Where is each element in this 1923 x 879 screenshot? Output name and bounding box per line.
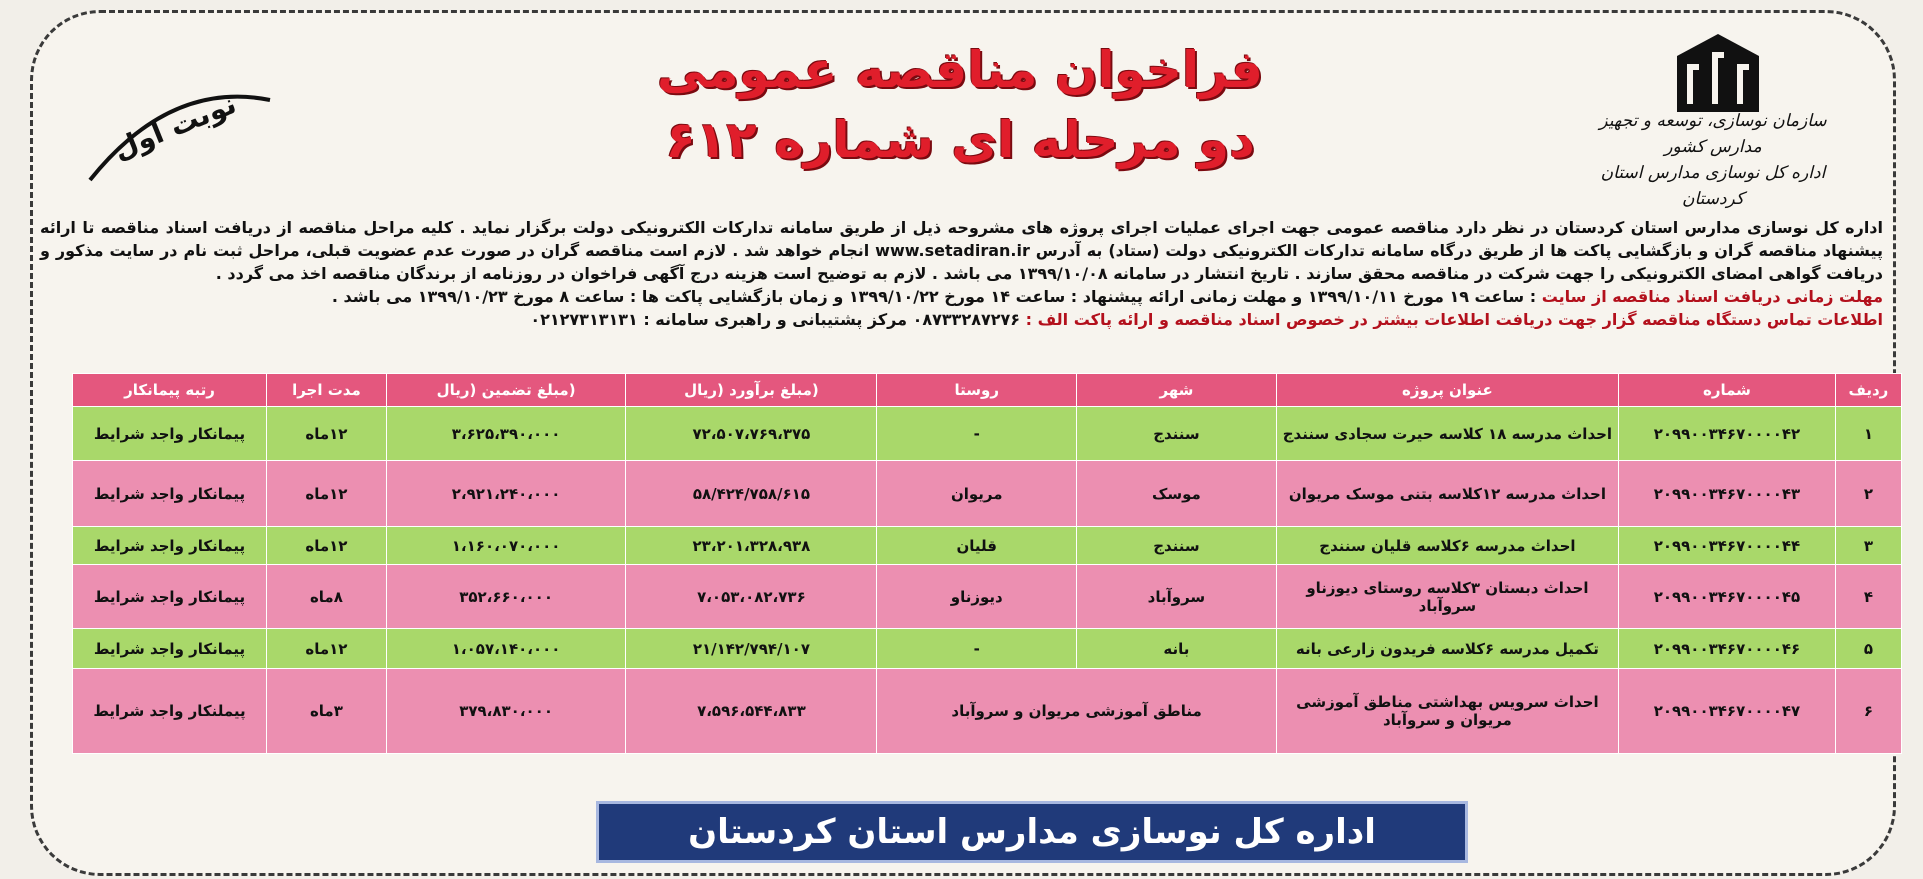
page-title: فراخوان مناقصه عمومی bbox=[656, 41, 1264, 99]
cell-tender-number: ۲۰۹۹۰۰۳۴۶۷۰۰۰۰۴۷ bbox=[1619, 669, 1836, 754]
cell-city: موسک bbox=[1077, 461, 1277, 527]
cell-tender-number: ۲۰۹۹۰۰۳۴۶۷۰۰۰۰۴۳ bbox=[1619, 461, 1836, 527]
cell-city: مناطق آموزشی مریوان و سروآباد bbox=[877, 669, 1276, 754]
cell-guarantee-amount: ۳۵۲،۶۶۰،۰۰۰ bbox=[386, 565, 626, 629]
cell-project-title: احداث سرویس بهداشتی مناطق آموزشی مریوان و سروآباد bbox=[1276, 669, 1618, 754]
cell-contractor-grade: پیمانکار واجد شرایط bbox=[73, 527, 267, 565]
cell-village: مریوان bbox=[877, 461, 1077, 527]
announcement-text bbox=[40, 216, 1883, 331]
cell-duration: ۱۲ماه bbox=[267, 527, 387, 565]
cell-guarantee-amount: ۱،۱۶۰،۰۷۰،۰۰۰ bbox=[386, 527, 626, 565]
page-subtitle: دو مرحله ای شماره ۶۱۲ bbox=[665, 111, 1255, 169]
deadline-text: : ساعت ۱۹ مورخ ۱۳۹۹/۱۰/۱۱ و مهلت زمانی ارائه پیشنهاد : ساعت ۱۴ مورخ ۱۳۹۹/۱۰/۲۲ و زمان بازگشایی پاکت ها : ساعت ۸ مورخ ۱۳۹۹/۱۰/۲۳ می باشد . bbox=[331, 287, 1537, 306]
cell-tender-number: ۲۰۹۹۰۰۳۴۶۷۰۰۰۰۴۵ bbox=[1619, 565, 1836, 629]
contact-label: اطلاعات تماس دستگاه مناقصه گزار جهت دریافت اطلاعات بیشتر در خصوص اسناد مناقصه و ارائه پاکت الف : bbox=[1025, 310, 1883, 329]
table-row bbox=[73, 461, 1902, 527]
cell-tender-number: ۲۰۹۹۰۰۳۴۶۷۰۰۰۰۴۴ bbox=[1619, 527, 1836, 565]
cell-estimated-amount: ۲۱/۱۴۲/۷۹۴/۱۰۷ bbox=[626, 629, 877, 669]
cell-contractor-grade: پیمانکار واجد شرایط bbox=[73, 407, 267, 461]
cell-duration: ۱۲ماه bbox=[267, 629, 387, 669]
org-line-1: سازمان نوسازی، توسعه و تجهیز مدارس کشور bbox=[1599, 111, 1827, 157]
cell-row-number: ۳ bbox=[1835, 527, 1901, 565]
table-row bbox=[73, 669, 1902, 754]
organization-name bbox=[1598, 108, 1828, 212]
tender-table bbox=[72, 373, 1902, 754]
col-contractor-grade: رتبه پیمانکار bbox=[73, 374, 267, 407]
ministry-logo-icon bbox=[1673, 30, 1763, 116]
cell-village: - bbox=[877, 407, 1077, 461]
cell-project-title: تکمیل مدرسه ۶کلاسه فریدون زارعی بانه bbox=[1276, 629, 1618, 669]
cell-row-number: ۶ bbox=[1835, 669, 1901, 754]
col-estimated-amount: (مبلغ برآورد (ریال bbox=[626, 374, 877, 407]
cell-project-title: احداث مدرسه ۱۸ کلاسه حیرت سجادی سنندج bbox=[1276, 407, 1618, 461]
cell-duration: ۱۲ماه bbox=[267, 461, 387, 527]
footer-banner: اداره کل نوسازی مدارس استان کردستان bbox=[596, 801, 1468, 863]
col-row-number: ردیف bbox=[1835, 374, 1901, 407]
cell-guarantee-amount: ۲،۹۲۱،۲۴۰،۰۰۰ bbox=[386, 461, 626, 527]
cell-contractor-grade: پیمانکار واجد شرایط bbox=[73, 629, 267, 669]
cell-estimated-amount: ۷،۵۹۶،۵۴۴،۸۳۳ bbox=[626, 669, 877, 754]
cell-duration: ۸ماه bbox=[267, 565, 387, 629]
cell-duration: ۱۲ماه bbox=[267, 407, 387, 461]
cell-guarantee-amount: ۱،۰۵۷،۱۴۰،۰۰۰ bbox=[386, 629, 626, 669]
contact-text: ۰۸۷۳۳۲۸۷۲۷۶ مرکز پشتیبانی و راهبری سامانه : ۰۲۱۲۷۳۱۳۱۳۱ bbox=[530, 310, 1021, 329]
cell-village: - bbox=[877, 629, 1077, 669]
cell-row-number: ۲ bbox=[1835, 461, 1901, 527]
deadline-label: مهلت زمانی دریافت اسناد مناقصه از سایت bbox=[1541, 287, 1883, 306]
cell-row-number: ۵ bbox=[1835, 629, 1901, 669]
col-tender-number: شماره bbox=[1619, 374, 1836, 407]
table-header-row bbox=[73, 374, 1902, 407]
cell-city: بانه bbox=[1077, 629, 1277, 669]
cell-contractor-grade: پیمانکار واجد شرایط bbox=[73, 461, 267, 527]
cell-estimated-amount: ۷۲،۵۰۷،۷۶۹،۳۷۵ bbox=[626, 407, 877, 461]
cell-city: سنندج bbox=[1077, 407, 1277, 461]
cell-tender-number: ۲۰۹۹۰۰۳۴۶۷۰۰۰۰۴۶ bbox=[1619, 629, 1836, 669]
col-project-title: عنوان پروژه bbox=[1276, 374, 1618, 407]
cell-estimated-amount: ۷،۰۵۳،۰۸۲،۷۳۶ bbox=[626, 565, 877, 629]
col-guarantee-amount: (مبلغ تضمین (ریال bbox=[386, 374, 626, 407]
cell-estimated-amount: ۲۳،۲۰۱،۳۲۸،۹۳۸ bbox=[626, 527, 877, 565]
table-row bbox=[73, 527, 1902, 565]
table-row bbox=[73, 565, 1902, 629]
cell-city: سنندج bbox=[1077, 527, 1277, 565]
col-village: روستا bbox=[877, 374, 1077, 407]
contact-line bbox=[40, 308, 1883, 331]
cell-project-title: احداث مدرسه ۶کلاسه قلیان سنندج bbox=[1276, 527, 1618, 565]
cell-duration: ۳ماه bbox=[267, 669, 387, 754]
table-row bbox=[73, 407, 1902, 461]
cell-contractor-grade: پیمانکار واجد شرایط bbox=[73, 565, 267, 629]
deadline-line bbox=[40, 285, 1883, 308]
cell-guarantee-amount: ۳۷۹،۸۳۰،۰۰۰ bbox=[386, 669, 626, 754]
col-city: شهر bbox=[1077, 374, 1277, 407]
cell-row-number: ۴ bbox=[1835, 565, 1901, 629]
turn-label: نوبت اول bbox=[108, 86, 241, 167]
cell-guarantee-amount: ۳،۶۲۵،۳۹۰،۰۰۰ bbox=[386, 407, 626, 461]
cell-estimated-amount: ۵۸/۴۲۴/۷۵۸/۶۱۵ bbox=[626, 461, 877, 527]
col-duration: مدت اجرا bbox=[267, 374, 387, 407]
cell-project-title: احداث دبستان ۳کلاسه روستای دیوزناو سروآباد bbox=[1276, 565, 1618, 629]
cell-row-number: ۱ bbox=[1835, 407, 1901, 461]
cell-village: قلیان bbox=[877, 527, 1077, 565]
cell-village: دیوزناو bbox=[877, 565, 1077, 629]
table-row bbox=[73, 629, 1902, 669]
cell-contractor-grade: پیملنکار واجد شرایط bbox=[73, 669, 267, 754]
cell-project-title: احداث مدرسه ۱۲کلاسه بتنی موسک مریوان bbox=[1276, 461, 1618, 527]
announcement-paragraph: اداره کل نوسازی مدارس استان کردستان در نظر دارد مناقصه عمومی جهت اجرای عملیات اجرای پروژه های مشروحه ذیل از طریق سامانه تدارکات الکترونیکی دولت برگزار نماید . کلیه مراحل مناقصه از دریافت اسناد مناقصه تا ارائه پیشنهاد مناقصه گران و بازگشایی پاکت ها از طریق درگاه سامانه تدارکات الکترونیکی دولت (ستاد) به آدرس www.setadiran.ir انجام خواهد شد . لازم است مناقصه گران در صورت عدم عضویت قبلی، مراحل ثبت نام در سایت مذکور و دریافت گواهی امضای الکترونیکی را جهت شرکت در مناقصه محقق سازند . تاریخ انتشار در سامانه ۱۳۹۹/۱۰/۰۸ می باشد . لازم به توضیح است هزینه درج آگهی فراخوان در روزنامه از برندگان مناقصه اخذ می گردد . bbox=[40, 218, 1883, 283]
cell-tender-number: ۲۰۹۹۰۰۳۴۶۷۰۰۰۰۴۲ bbox=[1619, 407, 1836, 461]
org-line-2: اداره کل نوسازی مدارس استان کردستان bbox=[1600, 163, 1826, 209]
cell-city: سروآباد bbox=[1077, 565, 1277, 629]
